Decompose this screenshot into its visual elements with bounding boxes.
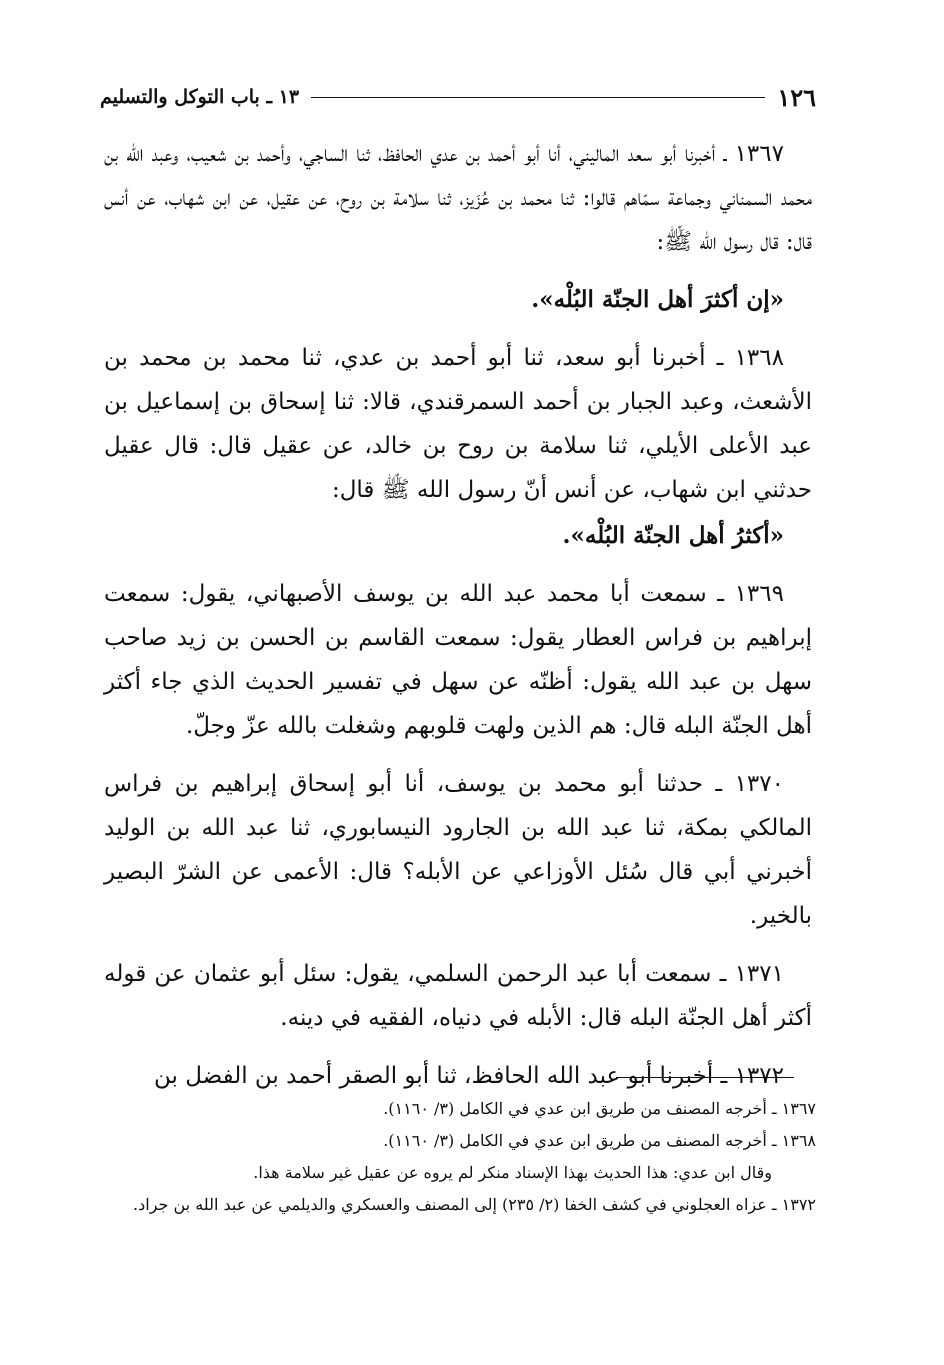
hadith-paragraph-1371: ١٣٧١ ـ سمعت أبا عبد الرحمن السلمي، يقول: سئل أبو عثمان عن قوله أكثر أهل الجنّة البله قال: الأبله في دنياه، الفقيه في دينه. <box>104 961 812 1031</box>
footnote-1372: ١٣٧٢ ـ عزاه العجلوني في كشف الخفا (٢/ ٢٣٥) إلى المصنف والعسكري والديلمي عن عبد الله بن جراد. <box>133 1195 816 1214</box>
hadith-paragraph-1372: ١٣٧٢ ـ أخبرنا أبو عبد الله الحافظ، ثنا أبو الصقر أحمد بن الفضل بن <box>154 1063 784 1089</box>
hadith-matn-1368: «أكثرُ أهل الجنّة البُلْه». <box>562 522 784 549</box>
footnote-1367: ١٣٦٧ ـ أخرجه المصنف من طريق ابن عدي في الكامل (٣/ ١١٦٠). <box>383 1099 816 1118</box>
chapter-title: ١٣ ـ باب التوكل والتسليم <box>100 86 300 108</box>
hadith-paragraph-1370: ١٣٧٠ ـ حدثنا أبو محمد بن يوسف، أنا أبو إسحاق إبراهيم بن فراس المالكي بمكة، ثنا عبد الله بن الجارود النيسابوري، ثنا عبد الله بن الوليد أخبرني أبي قال سُئل الأوزاعي عن الأبله؟ قال: الأعمى عن الشرّ البصير بالخير. <box>104 771 812 929</box>
hadith-paragraph-1368: ١٣٦٨ ـ أخبرنا أبو سعد، ثنا أبو أحمد بن عدي، ثنا محمد بن محمد بن الأشعث، وعبد الجبار بن أحمد السمرقندي، قالا: ثنا إسحاق بن إسماعيل بن عبد الأعلى الأيلي، ثنا سلامة بن روح بن خالد، عن عقيل قال: قال عقيل حدثني ابن شهاب، عن أنس أنّ رسول الله ﷺ قال: <box>104 345 812 503</box>
main-text <box>104 132 812 1112</box>
footnote-separator <box>616 1077 794 1078</box>
header-rule <box>311 97 765 98</box>
hadith-matn-1367: «إن أكثرَ أهل الجنّة البُلْه». <box>531 286 784 313</box>
running-header <box>100 80 816 114</box>
footnote-1368-note: وقال ابن عدي: هذا الحديث بهذا الإسناد منكر لم يروه عن عقيل غير سلامة هذا. <box>253 1163 772 1182</box>
page-number: ١٢٦ <box>777 82 816 112</box>
hadith-paragraph-1367: ١٣٦٧ ـ أخبرنا أبو سعد الماليني، أنا أبو أحمد بن عدي الحافظ، ثنا الساجي، وأحمد بن شعيب، وعبد الله بن محمد السمناني وجماعة سمّاهم قالوا: ثنا محمد بن عُزَيز، ثنا سلامة بن روح، عن عقيل، عن ابن شهاب، عن أنس قال: قال رسول الله ﷺ: <box>104 141 812 255</box>
hadith-paragraph-1369: ١٣٦٩ ـ سمعت أبا محمد عبد الله بن يوسف الأصبهاني، يقول: سمعت إبراهيم بن فراس العطار يقول: سمعت القاسم بن الحسن بن زيد صاحب سهل بن عبد الله يقول: أظنّه عن سهل في تفسير الحديث الذي جاء أكثر أهل الجنّة البله قال: هم الذين ولهت قلوبهم وشغلت بالله عزّ وجلّ. <box>104 581 812 739</box>
footnotes <box>104 1094 816 1222</box>
footnote-1368: ١٣٦٨ ـ أخرجه المصنف من طريق ابن عدي في الكامل (٣/ ١١٦٠). <box>383 1131 816 1150</box>
